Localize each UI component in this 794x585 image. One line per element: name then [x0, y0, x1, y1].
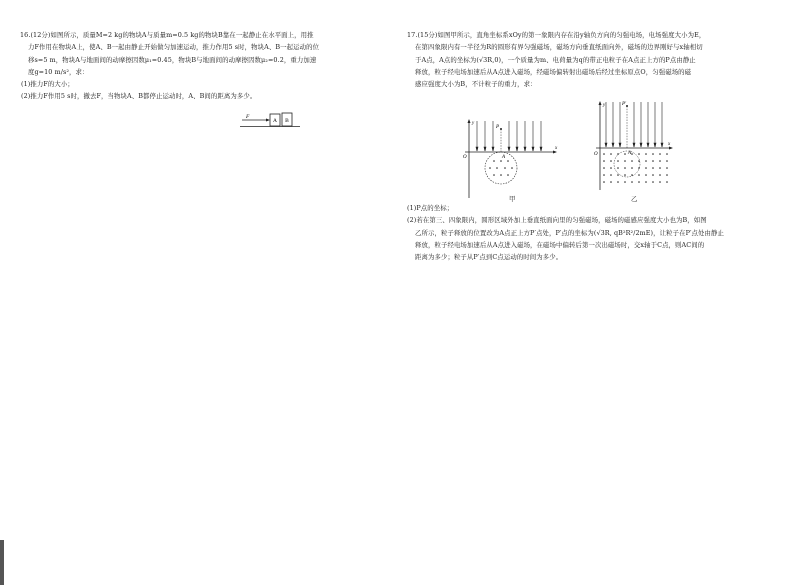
q17-line-3: 于A点，A点的坐标为(√3R,0)，一个质量为m、电荷量为q的带正电粒子在A点正上方的P点由静止: [415, 55, 696, 64]
jia-x-label: x: [555, 146, 558, 151]
force-label: F: [246, 114, 250, 120]
question-16: [20, 29, 380, 103]
q17-line-1: 17.(15分)如图甲所示，直角坐标系xOy的第一象限内存在沿y轴负方向的匀强电场，电场强度大小为E，: [407, 31, 706, 39]
yi-field-dots: [603, 153, 668, 183]
jia-y-label: y: [472, 121, 475, 126]
q16-line-3: 移s=5 m，物块A与地面间的动摩擦因数μ₁=0.45，物块B与地面间的动摩擦因数μ₂=0.2，重力加速: [28, 55, 317, 64]
question-17-parts: [407, 202, 777, 263]
jia-origin-label: O: [463, 155, 467, 160]
jia-p-label: P: [496, 125, 500, 130]
q16-sub-2: (2)推力F作用5 s时，撤去F，当物块A、B都停止运动时，A、B间的距离为多少。: [21, 92, 257, 101]
yi-p-label: P′: [622, 102, 627, 107]
q16-line-4: 度g=10 m/s²，求：: [28, 67, 89, 76]
yi-origin-label: O: [594, 152, 598, 157]
yi-a-label: A: [628, 151, 632, 156]
q17-line-2: 在第四象限内有一半径为R的圆形有界匀强磁场，磁场方向垂直纸面向外，磁场的边界刚好与x轴相切: [415, 43, 703, 52]
q17-sub-1: (1)P点的坐标；: [407, 204, 454, 212]
q17-sub-2-line-4: 距离为多少；粒子从P′点到C点运动的时间为多少。: [415, 253, 563, 262]
q16-line-1: 16.(12分)如图所示，质量M=2 kg的物块A与质量m=0.5 kg的物块B靠在一起静止在水平面上，用推: [20, 31, 314, 39]
yi-y-label: y: [603, 103, 606, 108]
yi-x-label: x: [668, 142, 671, 147]
figure-yi: [594, 100, 674, 192]
q17-sub-2-line-1: (2)若在第三、四象限内，圆形区域外加上垂直纸面向里的匀强磁场，磁场的磁感应强度大小也为B，如图: [407, 216, 707, 225]
jia-a-label: A: [502, 155, 506, 160]
q17-sub-2-line-3: 释放，粒子经电场加速后从A点进入磁场，在磁场中偏转后第一次出磁场时，交x轴于C点，则AC间的: [415, 240, 705, 249]
q17-sub-2-line-2: 乙所示，粒子释放的位置改为A点正上方P′点处，P′点的坐标为(√3R, qB²R²/2mE)，让粒子在P′点处由静止: [415, 228, 725, 237]
caption-yi: 乙: [631, 195, 638, 203]
block-b-label: B: [285, 118, 289, 124]
q17-line-4: 释放，粒子经电场加速后从A点进入磁场，经磁场偏转射出磁场后经过坐标原点O，匀强磁场的磁: [415, 67, 692, 76]
scan-edge-mark: [0, 540, 4, 585]
q16-figure: [240, 111, 302, 129]
q17-line-5: 感应强度大小为B，不计粒子的重力，求：: [415, 80, 537, 89]
q16-line-2: 力F作用在物块A上，使A、B一起由静止开始做匀加速运动，推力作用5 s时，物块A、B一起运动的位: [28, 43, 320, 52]
figure-jia: [461, 118, 561, 200]
q16-sub-1: (1)推力F的大小；: [21, 80, 74, 89]
caption-jia: 甲: [509, 195, 516, 203]
question-17: [407, 29, 777, 90]
block-a-label: A: [273, 118, 277, 124]
